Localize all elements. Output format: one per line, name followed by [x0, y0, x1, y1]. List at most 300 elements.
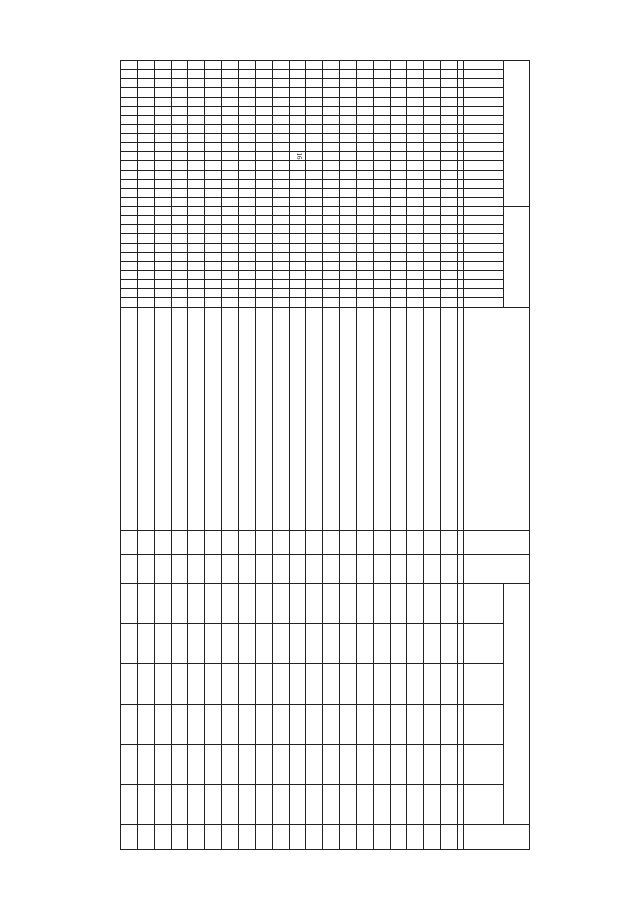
code-cell	[441, 280, 458, 289]
code-cell	[222, 115, 239, 124]
year-value-cell	[424, 704, 441, 744]
unit-cell	[171, 530, 188, 555]
unit-cell	[373, 530, 390, 555]
code-cell	[306, 106, 323, 115]
code-cell	[171, 298, 188, 307]
code-cell	[205, 70, 222, 79]
code-cell	[205, 161, 222, 170]
baseline-cell	[205, 555, 222, 584]
code-cell	[340, 161, 357, 170]
code-cell	[424, 225, 441, 234]
year-value-cell	[188, 624, 205, 664]
header-years	[504, 584, 530, 825]
code-cell	[323, 143, 340, 152]
code-cell	[407, 170, 424, 179]
code-cell	[306, 115, 323, 124]
code-cell	[407, 70, 424, 79]
code-cell	[137, 280, 154, 289]
code-cell	[356, 97, 373, 106]
code-cell	[373, 252, 390, 261]
page-number: 16	[295, 152, 303, 160]
code-cell	[407, 179, 424, 188]
code-cell	[340, 106, 357, 115]
column-number	[458, 179, 464, 188]
year-value-cell	[306, 704, 323, 744]
table-header	[458, 61, 530, 850]
code-cell	[323, 124, 340, 133]
table-rotator	[120, 60, 530, 850]
year-value-cell	[356, 704, 373, 744]
code-cell	[272, 270, 289, 279]
code-cell	[239, 225, 256, 234]
code-cell	[121, 298, 138, 307]
code-cell	[188, 152, 205, 161]
code-cell	[255, 79, 272, 88]
code-cell	[356, 79, 373, 88]
year-value-cell	[424, 784, 441, 824]
year-value-cell	[205, 704, 222, 744]
title-cell	[340, 307, 357, 530]
code-cell	[222, 134, 239, 143]
code-cell	[340, 280, 357, 289]
code-cell	[137, 79, 154, 88]
code-cell	[340, 170, 357, 179]
year-value-cell	[407, 664, 424, 704]
year-value-cell	[373, 624, 390, 664]
code-cell	[340, 225, 357, 234]
code-cell	[356, 197, 373, 206]
code-cell	[272, 243, 289, 252]
code-cell	[424, 261, 441, 270]
code-cell	[171, 106, 188, 115]
code-cell	[441, 115, 458, 124]
code-cell	[137, 179, 154, 188]
code-cell	[154, 179, 171, 188]
code-cell	[222, 106, 239, 115]
code-cell	[424, 134, 441, 143]
code-cell	[154, 97, 171, 106]
code-cell	[424, 188, 441, 197]
column-number	[458, 161, 464, 170]
final-value-cell	[272, 825, 289, 850]
code-cell	[255, 243, 272, 252]
code-header	[464, 106, 504, 115]
code-cell	[171, 216, 188, 225]
code-cell	[340, 289, 357, 298]
code-cell	[356, 179, 373, 188]
code-cell	[356, 298, 373, 307]
unit-cell	[188, 530, 205, 555]
code-cell	[272, 207, 289, 216]
code-cell	[171, 170, 188, 179]
baseline-cell	[390, 555, 407, 584]
year-value-cell	[390, 624, 407, 664]
code-cell	[188, 115, 205, 124]
code-cell	[306, 170, 323, 179]
year-value-cell	[306, 584, 323, 624]
landscape-page	[120, 60, 530, 850]
code-cell	[154, 115, 171, 124]
code-cell	[373, 124, 390, 133]
year-value-cell	[188, 784, 205, 824]
code-cell	[441, 234, 458, 243]
code-cell	[373, 106, 390, 115]
code-cell	[154, 106, 171, 115]
year-value-cell	[222, 704, 239, 744]
code-cell	[373, 179, 390, 188]
code-cell	[323, 252, 340, 261]
code-header	[464, 261, 504, 270]
column-number	[458, 825, 464, 850]
final-value-cell	[121, 825, 138, 850]
column-number	[458, 744, 464, 784]
header-baseline	[464, 555, 530, 584]
code-cell	[154, 234, 171, 243]
unit-cell	[205, 530, 222, 555]
year-value-cell	[137, 704, 154, 744]
year-value-cell	[306, 784, 323, 824]
code-cell	[373, 161, 390, 170]
code-cell	[188, 197, 205, 206]
code-cell	[407, 79, 424, 88]
code-cell	[272, 152, 289, 161]
code-cell	[373, 298, 390, 307]
code-cell	[222, 216, 239, 225]
code-cell	[272, 124, 289, 133]
code-cell	[424, 179, 441, 188]
code-header	[464, 252, 504, 261]
year-value-cell	[356, 784, 373, 824]
year-header	[464, 704, 504, 744]
year-value-cell	[239, 784, 256, 824]
code-cell	[121, 197, 138, 206]
code-cell	[390, 97, 407, 106]
column-number	[458, 124, 464, 133]
column-number	[458, 115, 464, 124]
final-value-cell	[205, 825, 222, 850]
code-cell	[188, 270, 205, 279]
code-cell	[373, 225, 390, 234]
code-cell	[154, 124, 171, 133]
column-number	[458, 70, 464, 79]
code-cell	[441, 216, 458, 225]
column-number	[458, 289, 464, 298]
code-cell	[188, 134, 205, 143]
code-cell	[205, 179, 222, 188]
code-cell	[239, 161, 256, 170]
code-cell	[289, 188, 306, 197]
column-number	[458, 143, 464, 152]
title-cell	[390, 307, 407, 530]
code-cell	[171, 134, 188, 143]
code-cell	[205, 115, 222, 124]
code-cell	[306, 161, 323, 170]
header-row-numbers	[458, 61, 464, 850]
column-number	[458, 280, 464, 289]
code-cell	[356, 70, 373, 79]
year-value-cell	[390, 744, 407, 784]
code-cell	[205, 170, 222, 179]
code-cell	[255, 161, 272, 170]
code-cell	[255, 261, 272, 270]
code-cell	[222, 188, 239, 197]
code-cell	[205, 79, 222, 88]
code-cell	[121, 143, 138, 152]
title-cell	[407, 307, 424, 530]
code-cell	[323, 243, 340, 252]
code-cell	[272, 97, 289, 106]
code-cell	[222, 243, 239, 252]
code-cell	[289, 134, 306, 143]
code-cell	[323, 261, 340, 270]
year-value-cell	[407, 744, 424, 784]
code-cell	[239, 179, 256, 188]
code-cell	[255, 88, 272, 97]
code-cell	[441, 124, 458, 133]
code-cell	[137, 234, 154, 243]
code-cell	[390, 61, 407, 70]
code-cell	[407, 280, 424, 289]
code-cell	[306, 252, 323, 261]
table-row	[222, 61, 239, 850]
code-cell	[239, 243, 256, 252]
document-table	[120, 60, 530, 850]
code-cell	[390, 216, 407, 225]
year-value-cell	[356, 744, 373, 784]
title-cell	[137, 307, 154, 530]
title-cell	[356, 307, 373, 530]
code-cell	[272, 70, 289, 79]
code-cell	[154, 170, 171, 179]
code-cell	[340, 79, 357, 88]
code-cell	[356, 161, 373, 170]
code-cell	[340, 97, 357, 106]
code-cell	[306, 197, 323, 206]
code-cell	[323, 197, 340, 206]
table-row	[407, 61, 424, 850]
header-title	[464, 307, 530, 530]
table-row	[289, 61, 306, 850]
code-cell	[407, 115, 424, 124]
code-cell	[205, 124, 222, 133]
code-cell	[323, 61, 340, 70]
code-cell	[340, 88, 357, 97]
code-cell	[407, 234, 424, 243]
baseline-cell	[137, 555, 154, 584]
year-value-cell	[137, 744, 154, 784]
year-value-cell	[171, 704, 188, 744]
code-cell	[340, 243, 357, 252]
code-cell	[424, 216, 441, 225]
code-cell	[441, 79, 458, 88]
code-cell	[255, 152, 272, 161]
code-cell	[137, 70, 154, 79]
year-value-cell	[188, 664, 205, 704]
code-cell	[289, 106, 306, 115]
code-cell	[373, 188, 390, 197]
code-cell	[121, 270, 138, 279]
code-cell	[121, 280, 138, 289]
code-cell	[205, 225, 222, 234]
column-number	[458, 784, 464, 824]
year-header	[464, 624, 504, 664]
baseline-cell	[441, 555, 458, 584]
code-cell	[424, 234, 441, 243]
code-cell	[390, 161, 407, 170]
code-cell	[306, 88, 323, 97]
code-cell	[239, 70, 256, 79]
code-cell	[154, 225, 171, 234]
code-header	[464, 179, 504, 188]
final-value-cell	[137, 825, 154, 850]
code-cell	[154, 216, 171, 225]
code-cell	[407, 61, 424, 70]
code-cell	[137, 298, 154, 307]
code-cell	[222, 161, 239, 170]
year-value-cell	[154, 664, 171, 704]
code-cell	[306, 143, 323, 152]
code-cell	[188, 188, 205, 197]
code-cell	[306, 289, 323, 298]
column-number	[458, 664, 464, 704]
baseline-cell	[373, 555, 390, 584]
table-row	[306, 61, 323, 850]
code-cell	[222, 261, 239, 270]
code-cell	[272, 161, 289, 170]
code-cell	[356, 234, 373, 243]
code-cell	[289, 88, 306, 97]
unit-cell	[272, 530, 289, 555]
year-value-cell	[137, 664, 154, 704]
year-value-cell	[272, 624, 289, 664]
year-value-cell	[171, 584, 188, 624]
final-value-cell	[239, 825, 256, 850]
year-header	[464, 744, 504, 784]
code-cell	[306, 261, 323, 270]
code-header	[464, 197, 504, 206]
code-cell	[205, 197, 222, 206]
title-cell	[441, 307, 458, 530]
header-additional-code	[504, 207, 530, 308]
code-cell	[407, 124, 424, 133]
code-cell	[255, 188, 272, 197]
code-cell	[171, 70, 188, 79]
column-number	[458, 170, 464, 179]
year-value-cell	[323, 704, 340, 744]
code-cell	[424, 170, 441, 179]
code-cell	[188, 70, 205, 79]
code-cell	[390, 170, 407, 179]
code-cell	[171, 197, 188, 206]
code-cell	[356, 134, 373, 143]
code-cell	[272, 280, 289, 289]
year-value-cell	[390, 704, 407, 744]
code-cell	[306, 243, 323, 252]
code-cell	[323, 207, 340, 216]
code-cell	[239, 197, 256, 206]
table-row	[441, 61, 458, 850]
year-value-cell	[239, 744, 256, 784]
year-value-cell	[255, 664, 272, 704]
code-cell	[390, 143, 407, 152]
code-cell	[205, 280, 222, 289]
code-cell	[154, 207, 171, 216]
code-header	[464, 234, 504, 243]
code-cell	[121, 188, 138, 197]
final-value-cell	[323, 825, 340, 850]
unit-cell	[323, 530, 340, 555]
table-row	[255, 61, 272, 850]
final-value-cell	[356, 825, 373, 850]
code-cell	[356, 207, 373, 216]
code-cell	[424, 207, 441, 216]
code-cell	[356, 243, 373, 252]
table-row	[239, 61, 256, 850]
code-cell	[121, 170, 138, 179]
column-number	[458, 97, 464, 106]
year-value-cell	[289, 584, 306, 624]
code-cell	[306, 134, 323, 143]
code-cell	[373, 152, 390, 161]
code-cell	[222, 88, 239, 97]
code-cell	[121, 134, 138, 143]
code-cell	[239, 61, 256, 70]
table-row	[323, 61, 340, 850]
code-cell	[154, 289, 171, 298]
unit-cell	[255, 530, 272, 555]
code-cell	[340, 179, 357, 188]
code-cell	[373, 280, 390, 289]
code-header	[464, 88, 504, 97]
code-cell	[441, 197, 458, 206]
year-value-cell	[188, 584, 205, 624]
year-value-cell	[390, 784, 407, 824]
code-cell	[272, 261, 289, 270]
code-header	[464, 134, 504, 143]
code-cell	[340, 124, 357, 133]
code-cell	[323, 97, 340, 106]
code-cell	[239, 289, 256, 298]
code-cell	[188, 207, 205, 216]
code-cell	[306, 79, 323, 88]
title-cell	[289, 307, 306, 530]
code-cell	[340, 207, 357, 216]
final-value-cell	[222, 825, 239, 850]
code-header	[464, 61, 504, 70]
code-cell	[154, 197, 171, 206]
year-value-cell	[121, 784, 138, 824]
code-cell	[239, 143, 256, 152]
code-cell	[239, 252, 256, 261]
code-cell	[121, 79, 138, 88]
code-cell	[272, 115, 289, 124]
baseline-cell	[289, 555, 306, 584]
year-value-cell	[424, 744, 441, 784]
code-cell	[424, 88, 441, 97]
code-cell	[373, 88, 390, 97]
code-cell	[323, 70, 340, 79]
code-cell	[289, 270, 306, 279]
code-cell	[239, 134, 256, 143]
code-cell	[289, 152, 306, 161]
year-value-cell	[289, 744, 306, 784]
column-number	[458, 252, 464, 261]
code-cell	[340, 261, 357, 270]
year-value-cell	[121, 584, 138, 624]
code-cell	[121, 207, 138, 216]
code-cell	[171, 188, 188, 197]
code-cell	[289, 79, 306, 88]
